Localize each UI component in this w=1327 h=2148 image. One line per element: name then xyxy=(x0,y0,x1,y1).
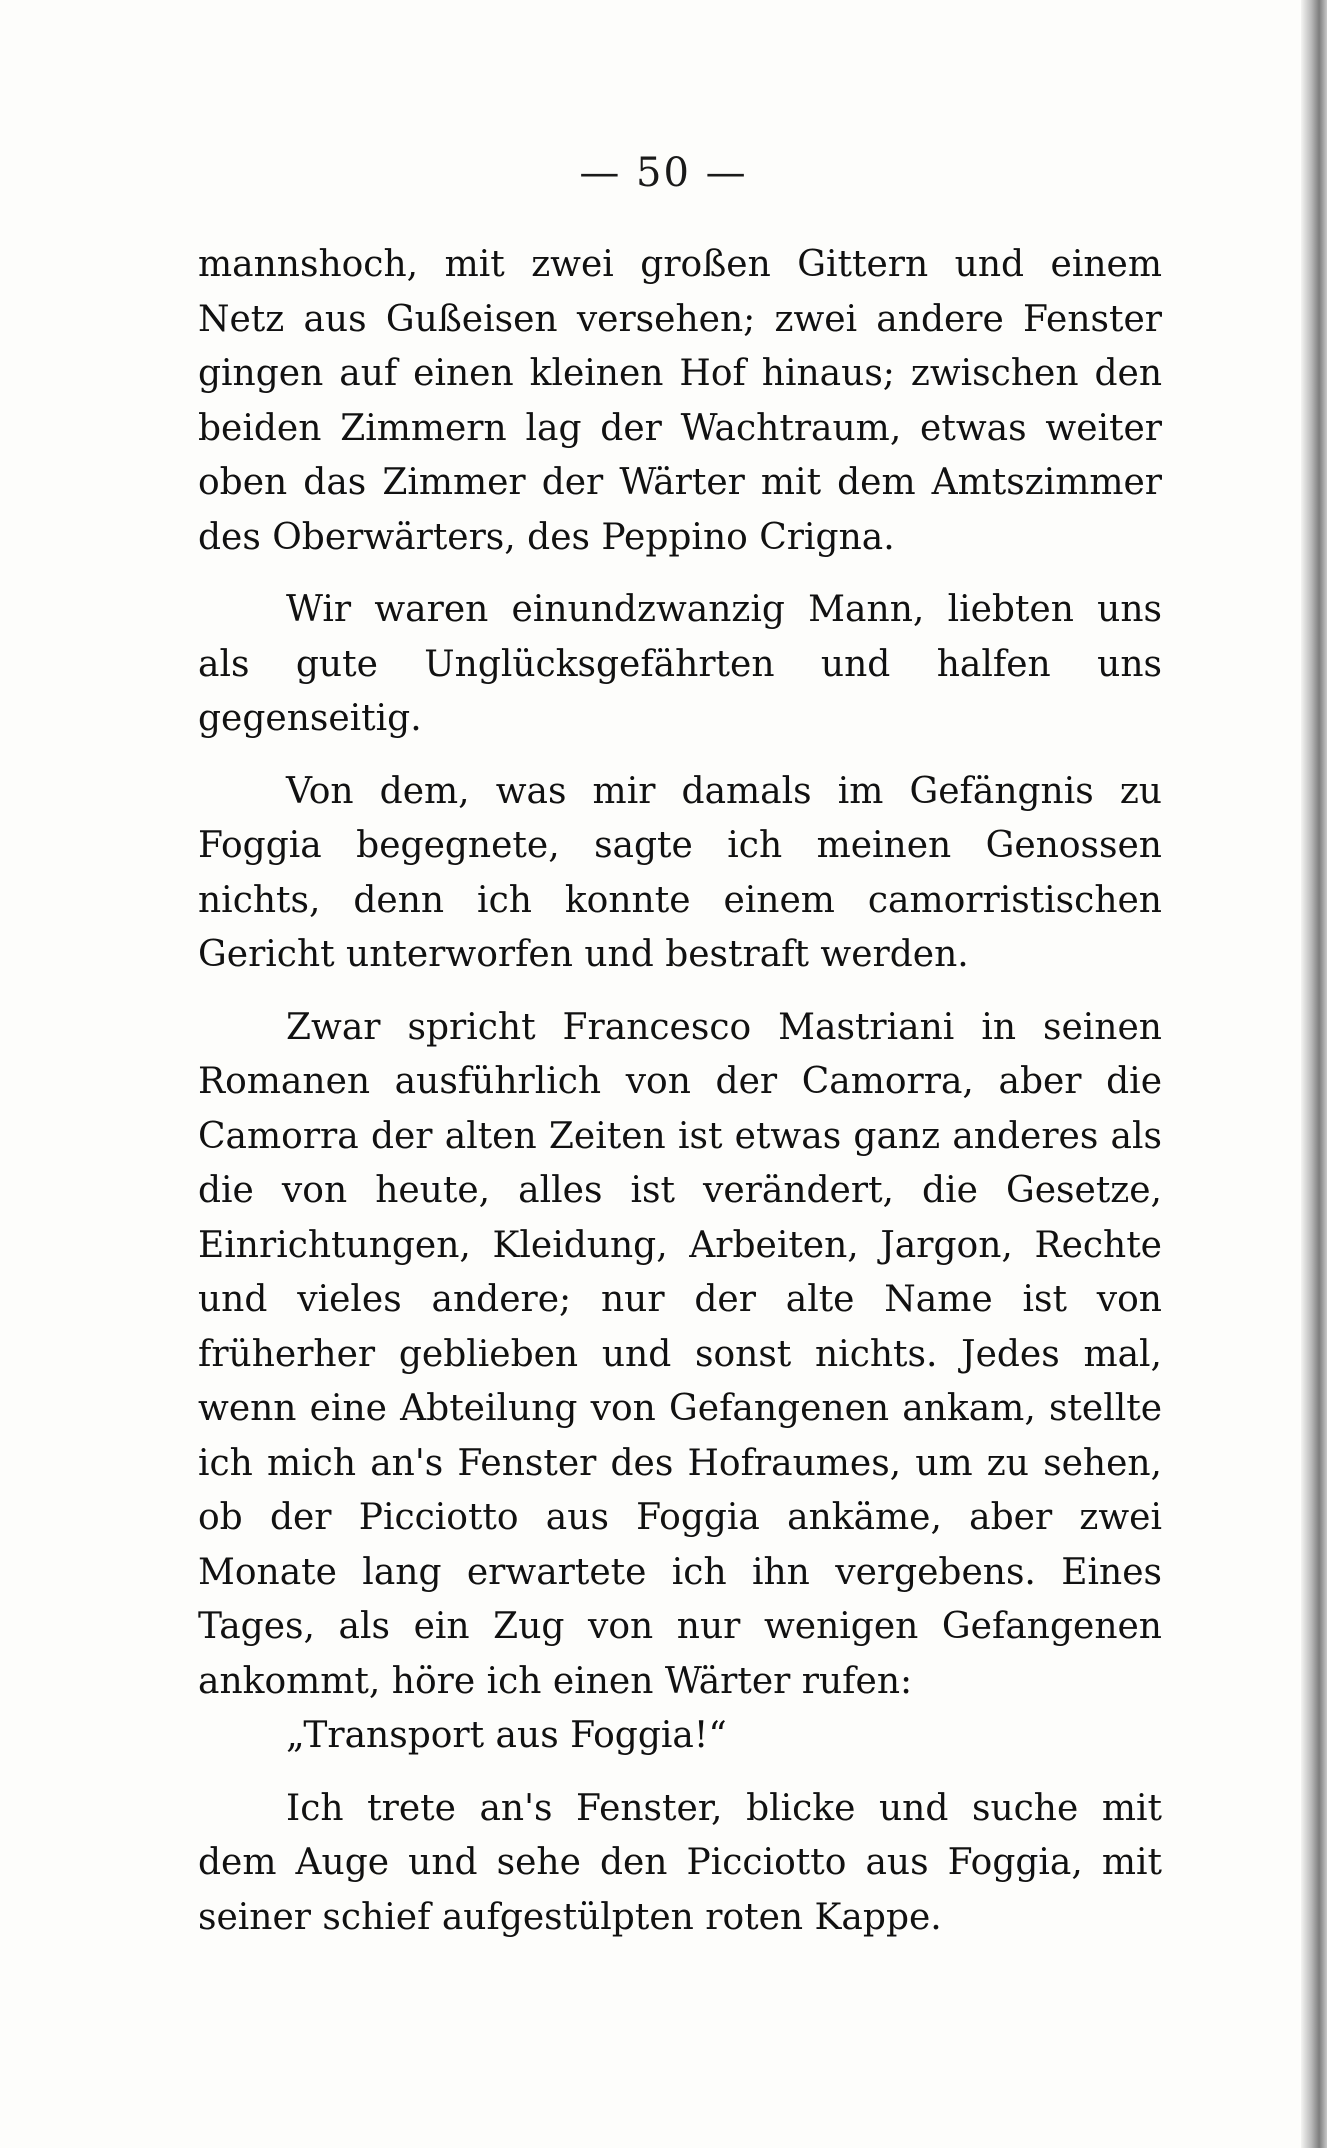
paragraph-1: mannshoch, mit zwei großen Gittern und einem Netz aus Gußeisen versehen; zwei andere Fenster gingen auf einen kleinen Hof hinaus; zwischen den beiden Zimmern lag der Wachtraum, etwas weiter oben das Zimmer der Wärter mit dem Amtszimmer des Oberwärters, des Peppino Crigna. xyxy=(198,244,1162,558)
paragraph-2: Wir waren einundzwanzig Mann, liebten uns als gute Unglücksgefährten und halfen uns gegenseitig. xyxy=(198,589,1162,739)
paragraph-6: Ich trete an's Fenster, blicke und suche mit dem Auge und sehe den Picciotto aus Foggia, mit seiner schief aufgestülpten roten Kappe. xyxy=(198,1787,1162,1938)
paragraph-4: Zwar spricht Francesco Mastriani in seinen Romanen ausführlich von der Camorra, aber die Camorra der alten Zeiten ist etwas ganz anderes als die von heute, alles ist verändert, die Gesetze, Einrichtungen, Kleidung, Arbeiten, Jargon, Rechte und vieles andere; nur der alte Name ist von früherher geblieben und sonst nichts. Jedes mal, wenn eine Abteilung von Gefangenen ankam, stellte ich mich an's Fenster des Hofraumes, um zu sehen, ob der Picciotto aus Foggia ankäme, aber zwei Monate lang erwartete ich ihn vergebens. Eines Tages, als ein Zug von nur wenigen Gefangenen ankommt, höre ich einen Wärter rufen: xyxy=(198,1006,1162,1702)
paragraph-5: „Transport aus Foggia!“ xyxy=(286,1715,727,1756)
page-edge-shadow xyxy=(1301,0,1327,2148)
body-text xyxy=(198,238,1162,1945)
page-number: — 50 — xyxy=(579,150,748,196)
paragraph-3: Von dem, was mir damals im Gefängnis zu Foggia begegnete, sagte ich meinen Genossen nichts, denn ich konnte einem camorristischen Gericht unterworfen und bestraft werden. xyxy=(198,770,1162,975)
